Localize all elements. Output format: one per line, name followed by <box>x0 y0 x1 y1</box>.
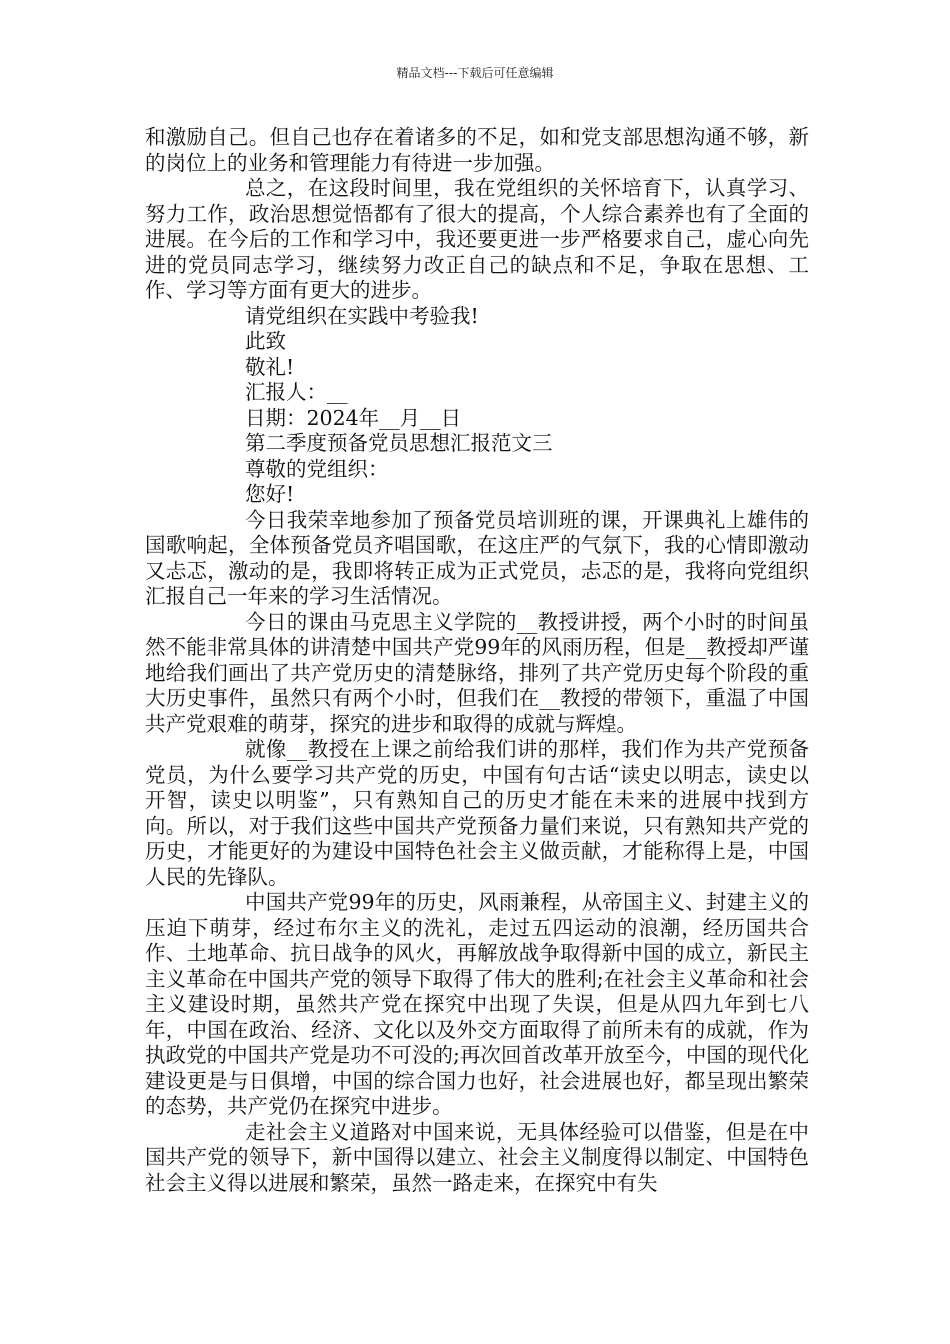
date-line: 日期：2024年__月__日 <box>245 405 462 430</box>
paragraph-3: 今日我荣幸地参加了预备党员培训班的课，开课典礼上雄伟的国歌响起，全体预备党员齐唱国歌，在这庄严的气氛下，我的心情即激动又忐忑，激动的是，我即将转正成为正式党员，忐忑的是，我将向党组织汇报自己一年来的学习生活情况。 <box>145 507 809 608</box>
salutation: 尊敬的党组织： <box>245 456 389 481</box>
paragraph-7: 走社会主义道路对中国来说，无具体经验可以借鉴，但是在中国共产党的领导下，新中国得以建立、社会主义制度得以制定、中国特色社会主义得以进展和繁荣，虽然一路走来，在探究中有失 <box>145 1119 809 1195</box>
section-title: 第二季度预备党员思想汇报范文三 <box>245 431 553 455</box>
paragraph-5: 就像__教授在上课之前给我们讲的那样，我们作为共产党预备党员，为什么要学习共产党的历史，中国有句古话“读史以明志，读史以开智，读史以明鉴”，只有熟知自己的历史才能在未来的进展中找到方向。所以，对于我们这些中国共产党预备力量们来说，只有熟知共产党的历史，才能更好的为建设中国特色社会主义做贡献，才能称得上是，中国人民的先锋队。 <box>145 737 809 889</box>
closing-line-jingli: 敬礼! <box>245 354 295 379</box>
paragraph-1: 和激励自己。但自己也存在着诸多的不足，如和党支部思想沟通不够，新的岗位上的业务和管理能力有待进一步加强。 <box>145 125 809 175</box>
greeting: 您好! <box>245 482 295 506</box>
paragraph-2: 总之，在这段时间里，我在党组织的关怀培育下，认真学习、努力工作，政治思想觉悟都有了很大的提高，个人综合素养也有了全面的进展。在今后的工作和学习中，我还要更进一步严格要求自己，虚心向先进的党员同志学习，继续努力改正自己的缺点和不足，争取在思想、工作、学习等方面有更大的进步。 <box>145 176 809 302</box>
page-header: 精品文档---下载后可任意编辑 <box>396 66 554 80</box>
reporter-line: 汇报人：__ <box>245 380 348 404</box>
paragraph-6: 中国共产党99年的历史，风雨兼程，从帝国主义、封建主义的压迫下萌芽，经过布尔主义的洗礼，走过五四运动的浪潮，经历国共合作、土地革命、抗日战争的风火，再解放战争取得新中国的成立，新民主主义革命在中国共产党的领导下取得了伟大的胜利;在社会主义革命和社会主义建设时期，虽然共产党在探究中出现了失误，但是从四九年到七八年，中国在政治、经济、文化以及外交方面取得了前所未有的成就，作为执政党的中国共产党是功不可没的;再次回首改革开放至今，中国的现代化建设更是与日俱增，中国的综合国力也好，社会进展也好，都呈现出繁荣的态势，共产党仍在探究中进步。 <box>145 890 809 1118</box>
document-body <box>145 125 809 1196</box>
paragraph-4: 今日的课由马克思主义学院的__教授讲授，两个小时的时间虽然不能非常具体的讲清楚中国共产党99年的风雨历程，但是__教授却严谨地给我们画出了共产党历史的清楚脉络，排列了共产党历史每个阶段的重大历史事件，虽然只有两个小时，但我们在__教授的带领下，重温了中国共产党艰难的萌芽，探究的进步和取得的成就与辉煌。 <box>145 609 809 736</box>
closing-line-cizhi: 此致 <box>245 329 286 353</box>
closing-line-request: 请党组织在实践中考验我! <box>245 303 479 328</box>
